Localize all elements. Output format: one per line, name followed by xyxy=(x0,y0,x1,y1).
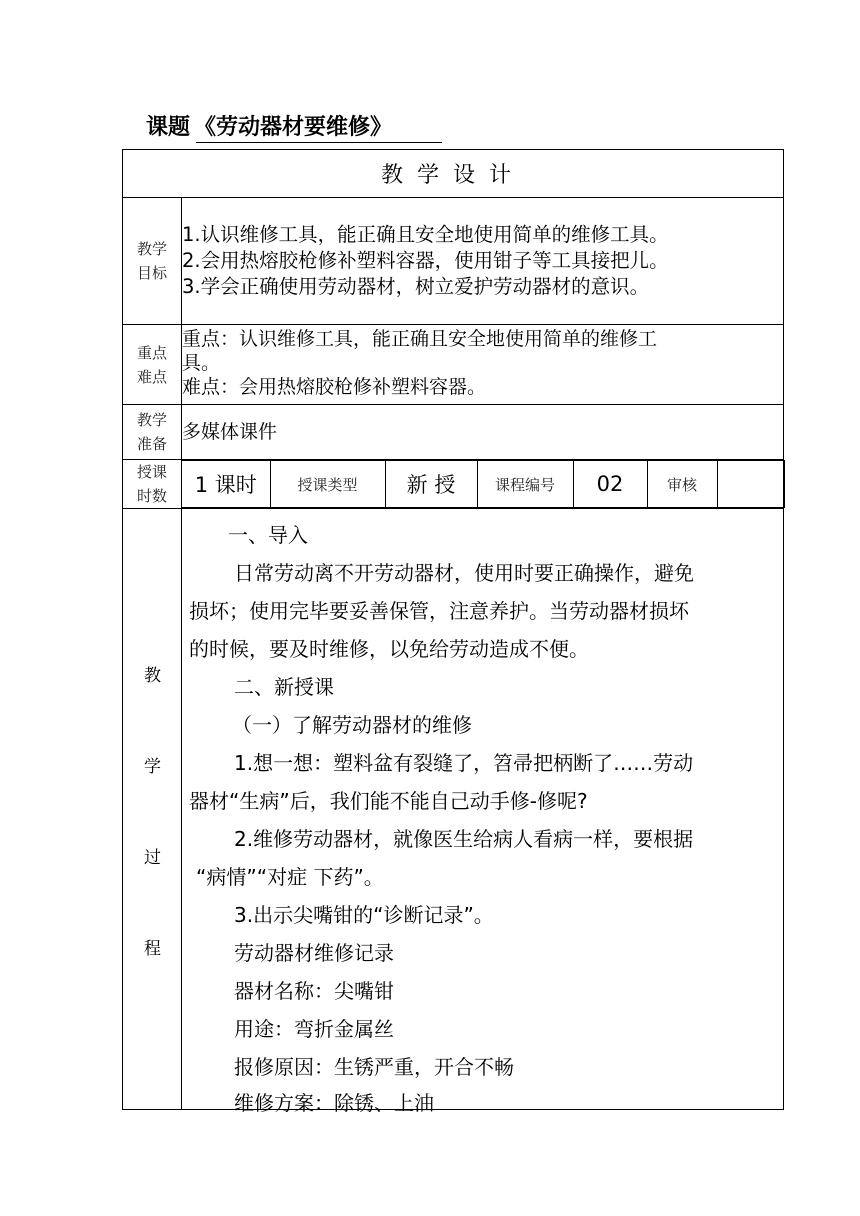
key-point-line: 重点：认识维修工具，能正确且安全地使用简单的维修工 xyxy=(182,328,658,350)
lesson-title xyxy=(146,110,446,144)
key-point-line: 具。 xyxy=(182,352,221,374)
process-line: 的时候，要及时维修，以免给劳动造成不便。 xyxy=(189,637,589,661)
process-row xyxy=(123,509,784,1110)
process-line: 劳动器材维修记录 xyxy=(234,941,394,965)
title-prefix: 课题 xyxy=(146,115,191,140)
hours-inner-table xyxy=(182,460,785,508)
lesson-design-table xyxy=(122,149,784,1115)
goals-content xyxy=(182,198,784,325)
process-line: 一、导入 xyxy=(228,523,308,547)
course-code-value: 02 xyxy=(573,461,647,508)
hours-value: 1 课时 xyxy=(182,461,270,508)
process-label: 教 学 过 程 xyxy=(123,509,182,1110)
process-line: 2.维修劳动器材，就像医生给病人看病一样，要根据 xyxy=(234,827,694,851)
title-name: 《劳动器材要维修》 xyxy=(194,115,393,140)
key-points-label: 重点 难点 xyxy=(123,325,182,405)
preparation-content: 多媒体课件 xyxy=(182,405,784,460)
hours-row xyxy=(123,460,784,509)
course-code-label: 课程编号 xyxy=(477,461,573,508)
process-line: 损坏；使用完毕要妥善保管，注意养护。当劳动器材损坏 xyxy=(189,599,689,623)
preparation-row xyxy=(123,405,784,460)
key-points-content xyxy=(182,325,784,405)
goal-line: 1.认识维修工具，能正确且安全地使用简单的维修工具。 xyxy=(182,223,669,246)
key-points-row xyxy=(123,325,784,405)
review-label: 审核 xyxy=(647,461,717,508)
key-point-line: 难点：会用热熔胶枪修补塑料容器。 xyxy=(182,376,487,398)
process-line: 用途：弯折金属丝 xyxy=(234,1017,394,1041)
process-line: （一）了解劳动器材的维修 xyxy=(232,713,472,737)
table-header: 教学设计 xyxy=(123,150,784,198)
process-content xyxy=(182,509,784,1115)
review-value xyxy=(717,461,784,508)
goals-row xyxy=(123,198,784,325)
lesson-type-value: 新 授 xyxy=(385,461,477,508)
lesson-type-label: 授课类型 xyxy=(270,461,385,508)
process-line: “病情”“对症 下药”。 xyxy=(196,865,384,889)
process-line: 3.出示尖嘴钳的“诊断记录”。 xyxy=(234,903,494,927)
title-underline xyxy=(196,142,442,143)
preparation-label: 教学 准备 xyxy=(123,405,182,460)
process-line: 器材名称：尖嘴钳 xyxy=(234,979,394,1003)
goal-line: 3.学会正确使用劳动器材，树立爱护劳动器材的意识。 xyxy=(182,275,650,298)
goals-label: 教学 目标 xyxy=(123,198,182,325)
process-line: 1.想一想：塑料盆有裂缝了，笤帚把柄断了……劳动 xyxy=(234,751,694,775)
hours-label: 授课 时数 xyxy=(123,460,182,509)
process-line: 报修原因：生锈严重，开合不畅 xyxy=(234,1055,514,1079)
process-line: 器材“生病”后，我们能不能自己动手修-修呢? xyxy=(189,789,588,813)
process-line: 二、新授课 xyxy=(234,675,334,699)
process-line: 日常劳动离不开劳动器材，使用时要正确操作，避免 xyxy=(234,561,694,585)
goal-line: 2.会用热熔胶枪修补塑料容器，使用钳子等工具接把儿。 xyxy=(182,249,669,272)
process-line: 维修方案：除锈、上油 xyxy=(234,1091,434,1115)
